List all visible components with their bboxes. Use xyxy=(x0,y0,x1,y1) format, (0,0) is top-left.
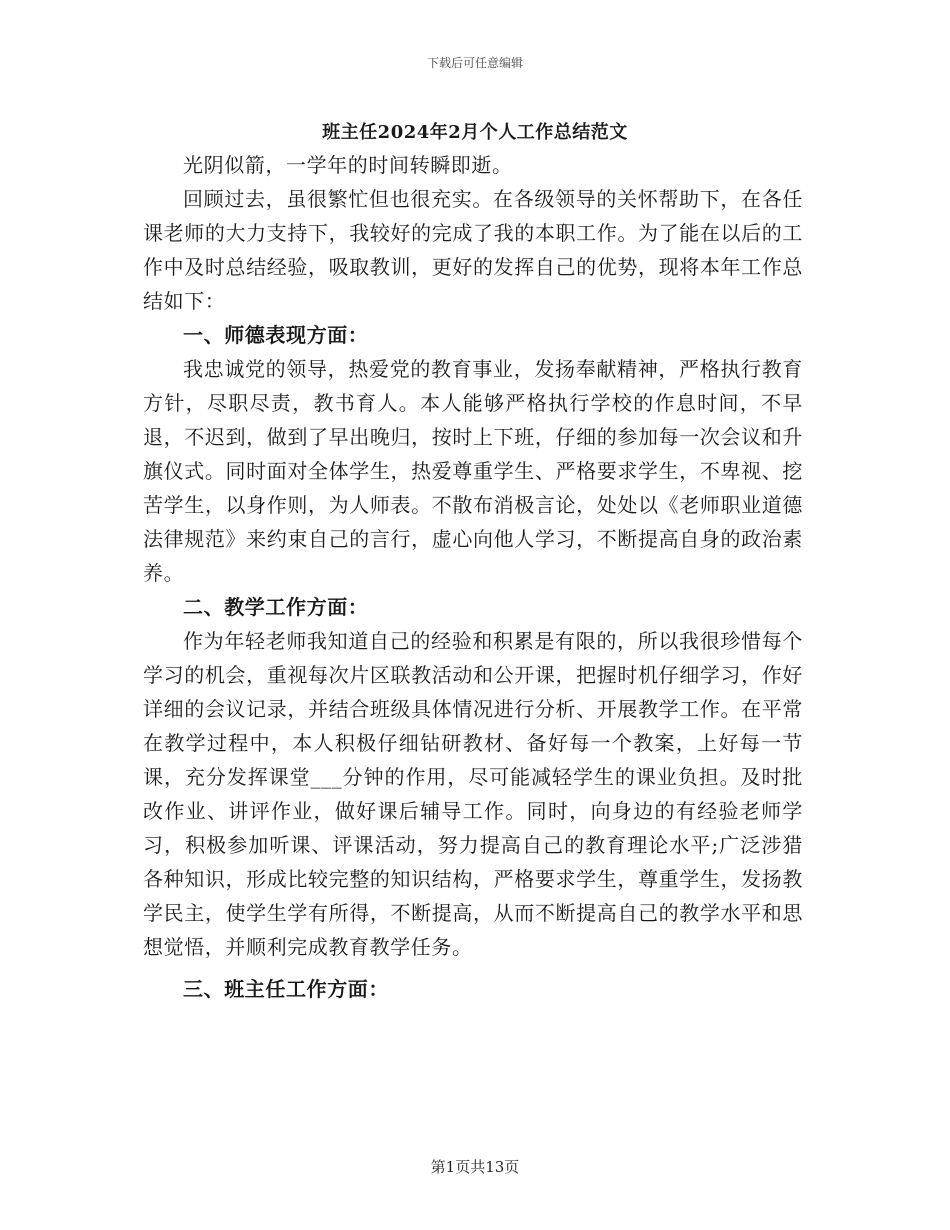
section-heading-ethics: 一、师德表现方面： xyxy=(183,323,369,347)
overview-paragraph: 回顾过去，虽很繁忙但也很充实。在各级领导的关怀帮助下，在各任课老师的大力支持下，我较好的完成了我的本职工作。为了能在以后的工作中及时总结经验，吸取教训，更好的发挥自己的优势，现将本年工作总结如下： xyxy=(143,187,803,313)
header-note: 下载后可任意编辑 xyxy=(426,56,523,70)
page-number: 第1页共13页 xyxy=(430,1158,520,1176)
document-title: 班主任2024年2月个人工作总结范文 xyxy=(322,122,628,143)
section-text-teaching: 作为年轻老师我知道自己的经验和积累是有限的，所以我很珍惜每个学习的机会，重视每次片区联教活动和公开课，把握时机仔细学习，作好详细的会议记录，并结合班级具体情况进行分析、开展教学工作。在平常在教学过程中，本人积极仔细钻研教材、备好每一个教案，上好每一节课，充分发挥课堂___分钟的作用，尽可能减轻学生的课业负担。及时批改作业、讲评作业，做好课后辅导工作。同时，向身边的有经验老师学习，积极参加听课、评课活动，努力提高自己的教育理论水平;广泛涉猎各种知识，形成比较完整的知识结构，严格要求学生，尊重学生，发扬教学民主，使学生学有所得，不断提高，从而不断提高自己的教学水平和思想觉悟，并顺利完成教育教学任务。 xyxy=(143,629,803,959)
section-heading-teaching: 二、教学工作方面： xyxy=(183,595,369,619)
document-body xyxy=(143,148,803,1006)
intro-paragraph: 光阴似箭，一学年的时间转瞬即逝。 xyxy=(183,153,513,177)
section-text-ethics: 我忠诚党的领导，热爱党的教育事业，发扬奉献精神，严格执行教育方针，尽职尽责，教书育人。本人能够严格执行学校的作息时间，不早退，不迟到，做到了早出晚归，按时上下班，仔细的参加每一次会议和升旗仪式。同时面对全体学生，热爱尊重学生、严格要求学生，不卑视、挖苦学生，以身作则，为人师表。不散布消极言论，处处以《老师职业道德法律规范》来约束自己的言行，虚心向他人学习，不断提高自身的政治素养。 xyxy=(143,357,803,585)
section-heading-head-teacher: 三、班主任工作方面： xyxy=(183,977,389,1001)
